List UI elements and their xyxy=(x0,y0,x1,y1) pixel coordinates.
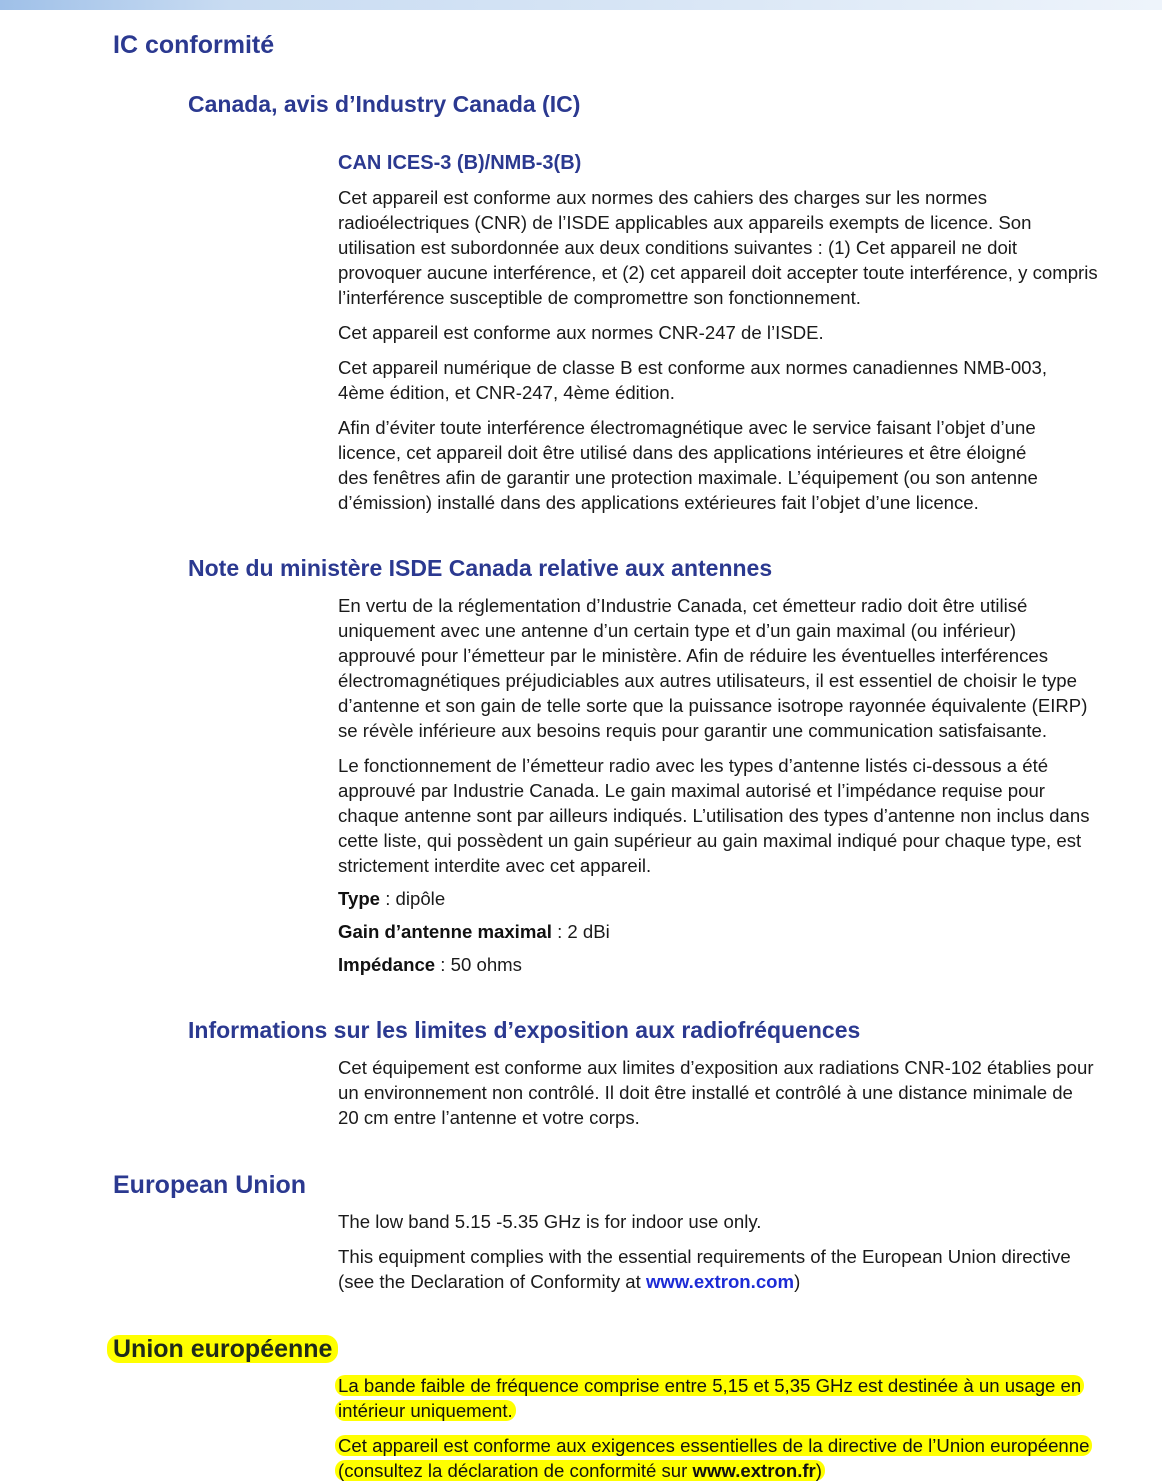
ic-paragraph xyxy=(338,415,1162,515)
spec-label: Type xyxy=(338,888,381,909)
eu-conformity-line xyxy=(338,1269,1162,1294)
antenna-paragraph xyxy=(338,753,1162,878)
spec-label: Impédance xyxy=(338,954,436,975)
text-line: Afin d’éviter toute interférence électromagnétique avec le service faisant l’objet d’une xyxy=(338,417,1036,438)
heading-can-ices: CAN ICES-3 (B)/NMB-3(B) xyxy=(338,152,582,174)
ic-paragraphs xyxy=(0,185,1162,515)
text-line: uniquement avec une antenne d’un certain type et d’un gain maximal (ou inférieur) xyxy=(338,620,1017,641)
highlighted-text: intérieur uniquement. xyxy=(335,1400,516,1421)
ue-conformity-line xyxy=(338,1433,1162,1458)
section-title-ic: IC conformité xyxy=(113,31,275,59)
spec-value: : dipôle xyxy=(380,888,446,909)
text-line: Cet appareil est conforme aux normes des cahiers des charges sur les normes xyxy=(338,187,988,208)
text-line: En vertu de la réglementation d’Industrie Canada, cet émetteur radio doit être utilisé xyxy=(338,595,1028,616)
ue-indoor-note xyxy=(338,1373,1162,1423)
spec-row xyxy=(338,886,1162,911)
ue-conformity-line xyxy=(338,1458,1162,1483)
text-line: électromagnétiques préjudiciables aux autres utilisateurs, il est essentiel de choisir le type xyxy=(338,670,1077,691)
text: (consultez la déclaration de conformité sur xyxy=(338,1460,693,1481)
text-line: se révèle inférieure aux besoins requis pour garantir une communication satisfaisante. xyxy=(338,720,1048,741)
header-gradient-bar xyxy=(0,0,1162,10)
text-line: cette liste, qui possèdent un gain supérieur au gain maximal indiqué pour chaque type, est xyxy=(338,830,1082,851)
text-line: un environnement non contrôlé. Il doit être installé et contrôlé à une distance minimale de xyxy=(338,1082,1073,1103)
ic-paragraph xyxy=(338,355,1162,405)
highlighted-text xyxy=(335,1460,825,1481)
text-line: strictement interdite avec cet appareil. xyxy=(338,855,652,876)
heading-rf-exposure: Informations sur les limites d’exposition aux radiofréquences xyxy=(188,1017,861,1043)
text-line: Cet équipement est conforme aux limites d’exposition aux radiations CNR-102 établies pour xyxy=(338,1057,1094,1078)
text-line: d’émission) installé dans des applications extérieures fait l’objet d’une licence. xyxy=(338,492,979,513)
highlighted-title: Union européenne xyxy=(107,1335,338,1363)
eu-indoor-note: The low band 5.15 -5.35 GHz is for indoor use only. xyxy=(338,1211,762,1232)
text-line: 4ème édition, et CNR-247, 4ème édition. xyxy=(338,382,675,403)
ue-indoor-line xyxy=(338,1373,1162,1398)
text-line: provoquer aucune interférence, et (2) cet appareil doit accepter toute interférence, y compris xyxy=(338,262,1098,283)
text: ) xyxy=(815,1460,822,1481)
text: ) xyxy=(794,1271,801,1292)
text-line: utilisation est subordonnée aux deux conditions suivantes : (1) Cet appareil ne doit xyxy=(338,237,1018,258)
spec-value: : 2 dBi xyxy=(551,921,610,942)
eu-conformity-paragraph xyxy=(338,1244,1162,1294)
text: (see the Declaration of Conformity at xyxy=(338,1271,646,1292)
spec-label: Gain d’antenne maximal xyxy=(338,921,552,942)
text-line: approuvé pour l’émetteur par le ministère. Afin de réduire les éventuelles interférences xyxy=(338,645,1049,666)
highlighted-text: Cet appareil est conforme aux exigences essentielles de la directive de l’Union européenne xyxy=(335,1435,1092,1456)
text-line: l’interférence susceptible de compromettre son fonctionnement. xyxy=(338,287,861,308)
rf-paragraph-text xyxy=(338,1055,1162,1130)
text-line: approuvé par Industrie Canada. Le gain maximal autorisé et l’impédance requise pour xyxy=(338,780,1045,801)
section-title-ue xyxy=(113,1334,1162,1364)
ic-paragraph xyxy=(338,185,1162,310)
antenna-paragraphs xyxy=(0,593,1162,878)
text-line: des fenêtres afin de garantir une protection maximale. L’équipement (ou son antenne xyxy=(338,467,1038,488)
text-line: d’antenne et son gain de telle sorte que la puissance isotrope rayonnée équivalente (EIRP) xyxy=(338,695,1088,716)
spec-row xyxy=(338,952,1162,977)
text-line: chaque antenne sont par ailleurs indiqués. L’utilisation des types d’antenne non inclus dans xyxy=(338,805,1090,826)
text-line: Cet appareil est conforme aux normes CNR-247 de l’ISDE. xyxy=(338,322,824,343)
spec-row xyxy=(338,919,1162,944)
ic-paragraph xyxy=(338,320,1162,345)
heading-antenna-note: Note du ministère ISDE Canada relative aux antennes xyxy=(188,555,773,581)
highlighted-text: La bande faible de fréquence comprise entre 5,15 et 5,35 GHz est destinée à un usage en xyxy=(335,1375,1084,1396)
text-line: licence, cet appareil doit être utilisé dans des applications intérieures et être éloigné xyxy=(338,442,1027,463)
text-line: Cet appareil numérique de classe B est conforme aux normes canadiennes NMB-003, xyxy=(338,357,1048,378)
ue-indoor-line xyxy=(338,1398,1162,1423)
ue-conformity-paragraph xyxy=(338,1433,1162,1483)
extron-com-link[interactable]: www.extron.com xyxy=(645,1271,795,1292)
spec-value: : 50 ohms xyxy=(435,954,522,975)
antenna-paragraph xyxy=(338,593,1162,743)
eu-conformity-line: This equipment complies with the essential requirements of the European Union directive xyxy=(338,1246,1071,1267)
section-title-eu: European Union xyxy=(113,1171,307,1199)
extron-fr-link[interactable]: www.extron.fr xyxy=(692,1460,816,1481)
text-line: 20 cm entre l’antenne et votre corps. xyxy=(338,1107,640,1128)
heading-canada: Canada, avis d’Industry Canada (IC) xyxy=(188,91,581,117)
antenna-specs xyxy=(0,886,1162,977)
text-line: radioélectriques (CNR) de l’ISDE applicables aux appareils exempts de licence. Son xyxy=(338,212,1032,233)
rf-paragraph xyxy=(0,1055,1162,1130)
text-line: Le fonctionnement de l’émetteur radio avec les types d’antenne listés ci-dessous a été xyxy=(338,755,1049,776)
